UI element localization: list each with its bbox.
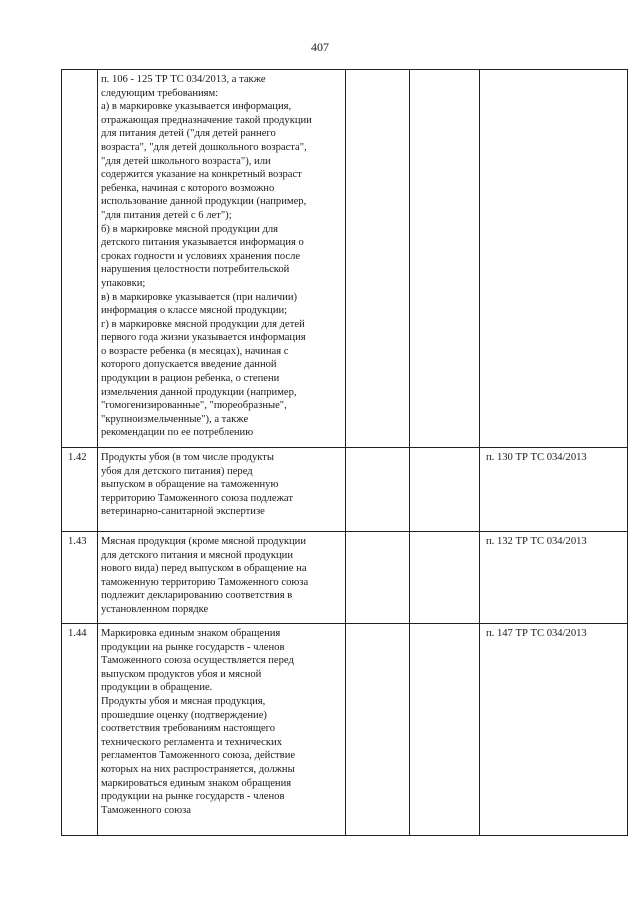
empty-cell bbox=[410, 624, 480, 836]
row-number: 1.43 bbox=[62, 532, 98, 624]
text-line: "для детей школьного возраста"), или bbox=[101, 155, 271, 167]
text-line: "крупноизмельченные"), а также bbox=[101, 413, 249, 425]
text-line: подлежит декларированию соответствия в bbox=[101, 590, 293, 602]
text-line: отражающая предназначение такой продукции bbox=[101, 114, 312, 126]
text-line: Мясная продукция (кроме мясной продукции bbox=[101, 536, 307, 547]
text-line: выпуском в обращение на таможенную bbox=[101, 479, 279, 491]
text-line: нарушения целостности потребительской bbox=[101, 264, 290, 276]
text-line: ребенка, начиная с которого возможно bbox=[101, 182, 275, 194]
text-line: использование данной продукции (например, bbox=[101, 196, 307, 208]
text-line: которых на них распространяется, должны bbox=[101, 763, 295, 775]
text-line: о возрасте ребенка (в месяцах), начиная с bbox=[101, 345, 289, 357]
text-line: первого года жизни указывается информация bbox=[101, 332, 306, 344]
text-line: Таможенного союза bbox=[101, 804, 191, 816]
text-line: соответствия требованиям настоящего bbox=[101, 723, 276, 735]
text-line: б) в маркировке мясной продукции для bbox=[101, 223, 279, 235]
text-line: Маркировка единым знаком обращения bbox=[101, 628, 281, 639]
text-line: упаковки; bbox=[101, 277, 146, 289]
text-line: Таможенного союза осуществляется перед bbox=[101, 655, 294, 667]
text-line: "гомогенизированные", "пюреобразные", bbox=[101, 400, 287, 412]
empty-cell bbox=[410, 70, 480, 448]
text-line: а) в маркировке указывается информация, bbox=[101, 101, 292, 113]
text-line: прошедшие оценку (подтверждение) bbox=[101, 709, 267, 721]
text-line: Продукты убоя и мясная продукция, bbox=[101, 695, 266, 707]
text-line: нового вида) перед выпуском в обращение на bbox=[101, 563, 307, 575]
table-row bbox=[62, 532, 628, 624]
empty-cell bbox=[346, 448, 410, 532]
text-line: рекомендации по ее потреблению bbox=[101, 427, 254, 439]
text-line: содержится указание на конкретный возраст bbox=[101, 169, 302, 181]
row-number bbox=[62, 70, 98, 448]
text-line: измельчения данной продукции (например, bbox=[101, 386, 297, 398]
regulation-reference: п. 130 ТР ТС 034/2013 bbox=[480, 448, 628, 532]
text-line: выпуском продуктов убоя и мясной bbox=[101, 668, 262, 680]
text-line: регламентов Таможенного союза, действие bbox=[101, 750, 296, 762]
text-line: г) в маркировке мясной продукции для детей bbox=[101, 318, 305, 330]
row-number: 1.42 bbox=[62, 448, 98, 532]
regulation-reference bbox=[480, 70, 628, 448]
text-line: таможенную территорию Таможенного союза bbox=[101, 576, 309, 588]
requirements-table bbox=[61, 69, 628, 836]
table-row bbox=[62, 624, 628, 836]
table-row bbox=[62, 448, 628, 532]
text-line: ветеринарно-санитарной экспертизе bbox=[101, 506, 265, 518]
text-line: для питания детей ("для детей раннего bbox=[101, 128, 276, 140]
text-line: информация о классе мясной продукции; bbox=[101, 305, 288, 317]
text-line: продукции в обращение. bbox=[101, 682, 213, 694]
text-line: Продукты убоя (в том числе продукты bbox=[101, 452, 275, 463]
text-line: продукции в рацион ребенка, о степени bbox=[101, 373, 280, 385]
empty-cell bbox=[346, 624, 410, 836]
row-number: 1.44 bbox=[62, 624, 98, 836]
text-line: детского питания указывается информация о bbox=[101, 237, 304, 249]
empty-cell bbox=[410, 532, 480, 624]
regulation-reference: п. 147 ТР ТС 034/2013 bbox=[480, 624, 628, 836]
text-line: для детского питания и мясной продукции bbox=[101, 549, 294, 561]
text-line: п. 106 - 125 ТР ТС 034/2013, а также bbox=[101, 74, 266, 85]
page-number: 407 bbox=[311, 40, 329, 54]
requirement-text bbox=[98, 70, 346, 448]
text-line: сроках годности и условиях хранения после bbox=[101, 250, 301, 262]
requirement-text bbox=[98, 532, 346, 624]
requirement-text bbox=[98, 624, 346, 836]
text-line: возраста", "для детей дошкольного возраста", bbox=[101, 141, 307, 153]
text-line: в) в маркировке указывается (при наличии) bbox=[101, 291, 298, 303]
text-line: территорию Таможенного союза подлежат bbox=[101, 492, 293, 504]
requirement-text bbox=[98, 448, 346, 532]
text-line: продукции на рынке государств - членов bbox=[101, 641, 285, 653]
text-line: технического регламента и технических bbox=[101, 736, 282, 748]
empty-cell bbox=[346, 70, 410, 448]
text-line: маркироваться единым знаком обращения bbox=[101, 777, 292, 789]
text-line: которого допускается введение данной bbox=[101, 359, 277, 371]
text-line: продукции на рынке государств - членов bbox=[101, 791, 285, 803]
text-line: "для питания детей с 6 лет"); bbox=[101, 209, 232, 221]
empty-cell bbox=[346, 532, 410, 624]
regulation-reference: п. 132 ТР ТС 034/2013 bbox=[480, 532, 628, 624]
table-row bbox=[62, 70, 628, 448]
empty-cell bbox=[410, 448, 480, 532]
text-line: убоя для детского питания) перед bbox=[101, 465, 253, 477]
text-line: установленном порядке bbox=[101, 603, 209, 615]
text-line: следующим требованиям: bbox=[101, 87, 219, 99]
